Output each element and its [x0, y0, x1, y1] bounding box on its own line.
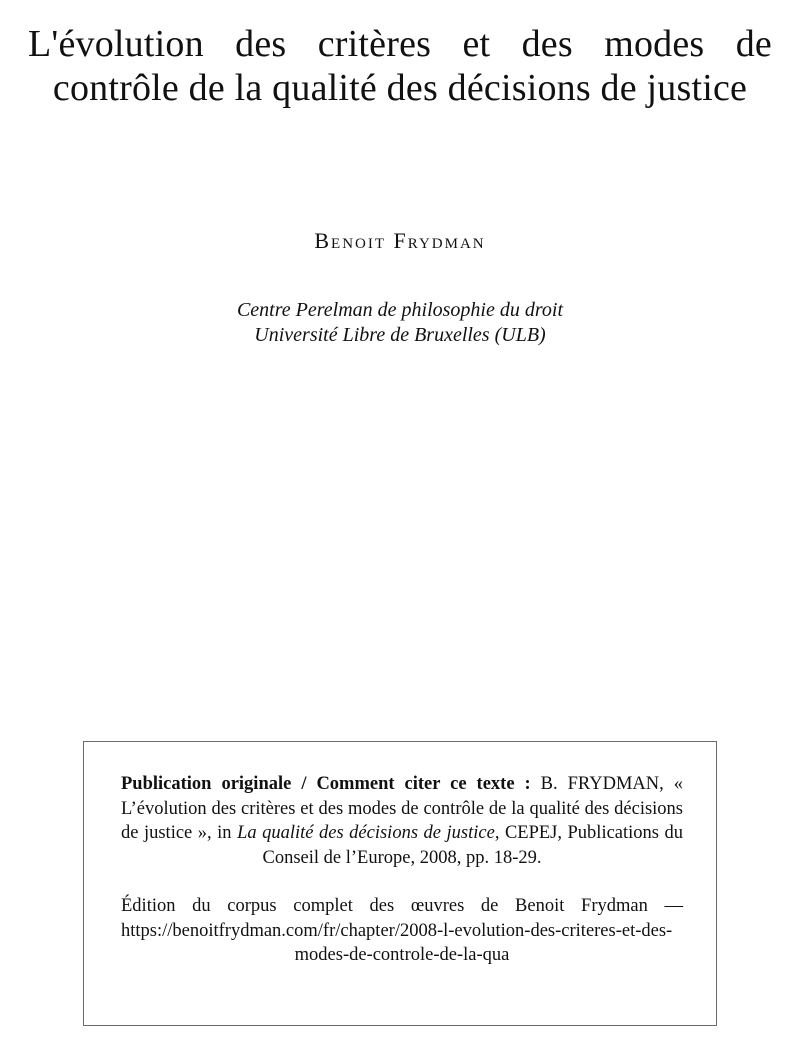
citation-text-before-book: B. FRYDMAN, « L’évolution des critères et des modes de contrôle de la qualité des décisions de justice », in [121, 774, 683, 843]
citation-paragraph [121, 772, 683, 870]
citation-text-after-book: , CEPEJ, Publications du Conseil de l’Europe, 2008, pp. 18-29. [262, 823, 683, 868]
corpus-text: Édition du corpus complet des œuvres de Benoit Frydman — https://benoitfrydman.com/fr/chapter/2008-l-evolution-des-criteres-et-des-modes-de-controle-de-la-qua [121, 896, 683, 965]
author-name: Benoit Frydman [314, 228, 486, 253]
author-affiliation [0, 298, 800, 348]
citation-lead: Publication originale / Comment citer ce texte : [121, 774, 531, 794]
citation-box [83, 741, 717, 1026]
corpus-paragraph [121, 894, 683, 968]
document-title: L'évolution des critères et des modes de contrôle de la qualité des décisions de justice [28, 23, 772, 109]
citation-content [121, 772, 683, 968]
citation-book-title: La qualité des décisions de justice [237, 823, 495, 843]
affiliation-line-1: Centre Perelman de philosophie du droit [236, 299, 564, 321]
affiliation-line-2: Université Libre de Bruxelles (ULB) [254, 324, 546, 346]
